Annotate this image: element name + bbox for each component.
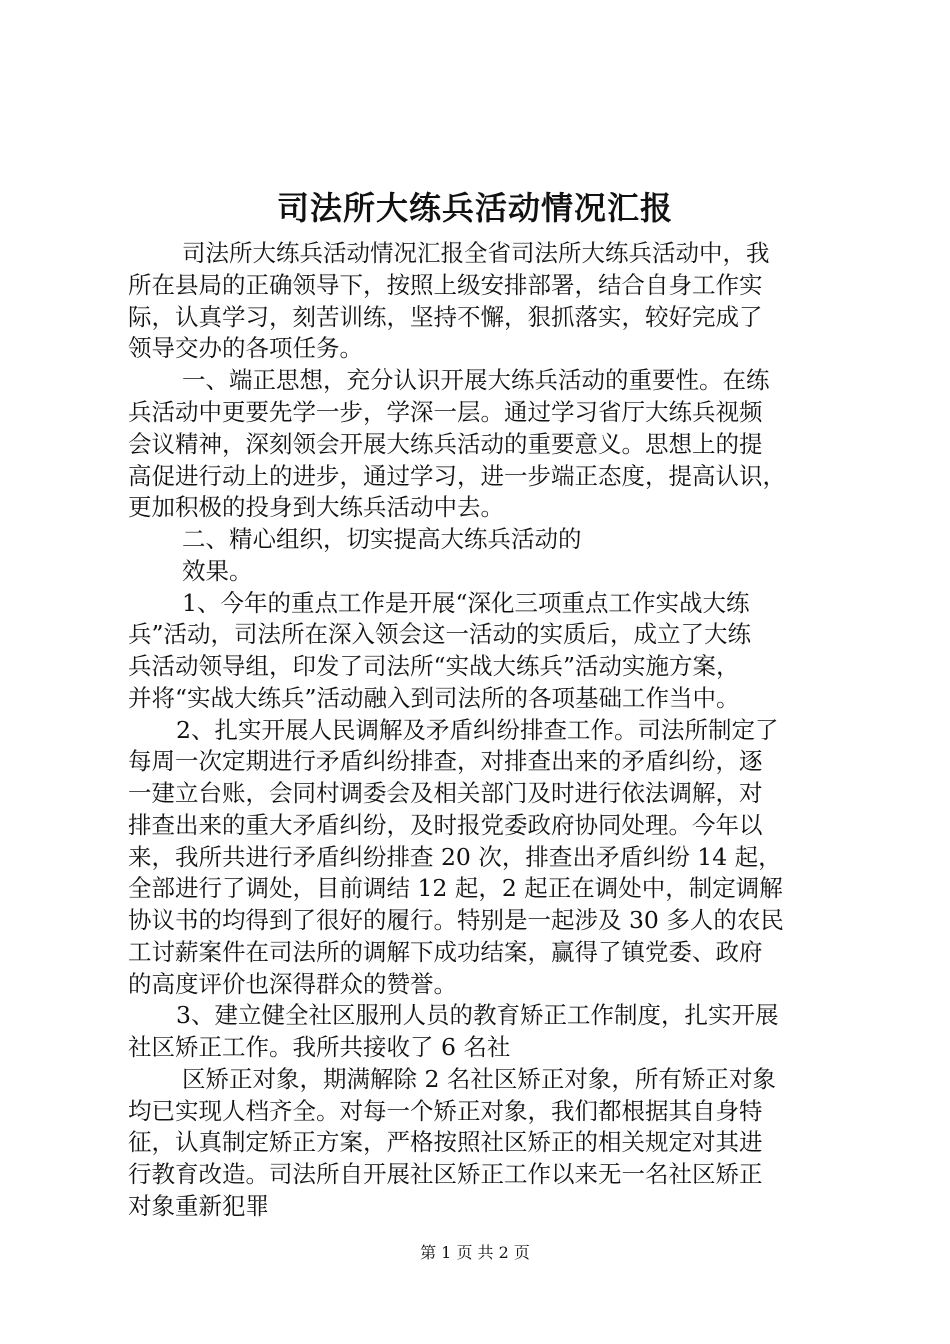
text-line: 工讨薪案件在司法所的调解下成功结案，赢得了镇党委、政府 — [128, 938, 763, 966]
text-line: 区矫正对象，期满解除 2 名社区矫正对象，所有矫正对象 — [182, 1065, 776, 1093]
text-line: 行教育改造。司法所自开展社区矫正工作以来无一名社区矫正 — [128, 1160, 763, 1188]
text-line: 对象重新犯罪 — [128, 1192, 269, 1220]
text-line: 领导交办的各项任务。 — [128, 334, 363, 362]
text-line: 排查出来的重大矛盾纠纷，及时报党委政府协同处理。今年以 — [128, 811, 763, 839]
text-line: 一、端正思想，充分认识开展大练兵活动的重要性。在练 — [182, 366, 770, 394]
text-line: 并将“实战大练兵”活动融入到司法所的各项基础工作当中。 — [128, 684, 740, 712]
text-line: 兵”活动，司法所在深入领会这一活动的实质后，成立了大练 — [128, 620, 752, 648]
text-line: 全部进行了调处，目前调结 12 起，2 起正在调处中，制定调解 — [128, 874, 783, 902]
text-line: 二、精心组织，切实提高大练兵活动的 — [182, 525, 582, 553]
text-line: 均已实现人档齐全。对每一个矫正对象，我们都根据其自身特 — [128, 1097, 763, 1125]
text-line: 的高度评价也深得群众的赞誉。 — [128, 970, 457, 998]
text-line: 效果。 — [182, 557, 253, 585]
text-line: 1、今年的重点工作是开展“深化三项重点工作实战大练 — [182, 589, 750, 617]
text-line: 协议书的均得到了很好的履行。特别是一起涉及 30 多人的农民 — [128, 906, 784, 934]
text-line: 司法所大练兵活动情况汇报全省司法所大练兵活动中，我 — [182, 239, 770, 267]
text-line: 会议精神，深刻领会开展大练兵活动的重要意义。思想上的提 — [128, 430, 763, 458]
text-line: 际，认真学习，刻苦训练，坚持不懈，狠抓落实，较好完成了 — [128, 303, 763, 331]
text-line: 社区矫正工作。我所共接收了 6 名社 — [128, 1033, 511, 1061]
document-title: 司法所大练兵活动情况汇报 — [276, 189, 673, 227]
text-line: 一建立台账，会同村调委会及相关部门及时进行依法调解，对 — [128, 779, 763, 807]
text-line: 兵活动领导组，印发了司法所“实战大练兵”活动实施方案， — [128, 652, 740, 680]
text-line: 来，我所共进行矛盾纠纷排查 20 次，排查出矛盾纠纷 14 起， — [128, 843, 782, 871]
text-line: 每周一次定期进行矛盾纠纷排查，对排查出来的矛盾纠纷，逐 — [128, 747, 763, 775]
text-line: 更加积极的投身到大练兵活动中去。 — [128, 493, 504, 521]
text-line: 2、扎实开展人民调解及矛盾纠纷排查工作。司法所制定了 — [176, 716, 779, 744]
text-line: 兵活动中更要先学一步，学深一层。通过学习省厅大练兵视频 — [128, 398, 763, 426]
text-line: 所在县局的正确领导下，按照上级安排部署，结合自身工作实 — [128, 271, 763, 299]
text-line: 征，认真制定矫正方案，严格按照社区矫正的相关规定对其进 — [128, 1128, 763, 1156]
page-number-footer: 第 1 页 共 2 页 — [420, 1243, 530, 1262]
text-line: 高促进行动上的进步，通过学习，进一步端正态度，提高认识， — [128, 462, 786, 490]
text-line: 3、建立健全社区服刑人员的教育矫正工作制度，扎实开展 — [176, 1001, 779, 1029]
